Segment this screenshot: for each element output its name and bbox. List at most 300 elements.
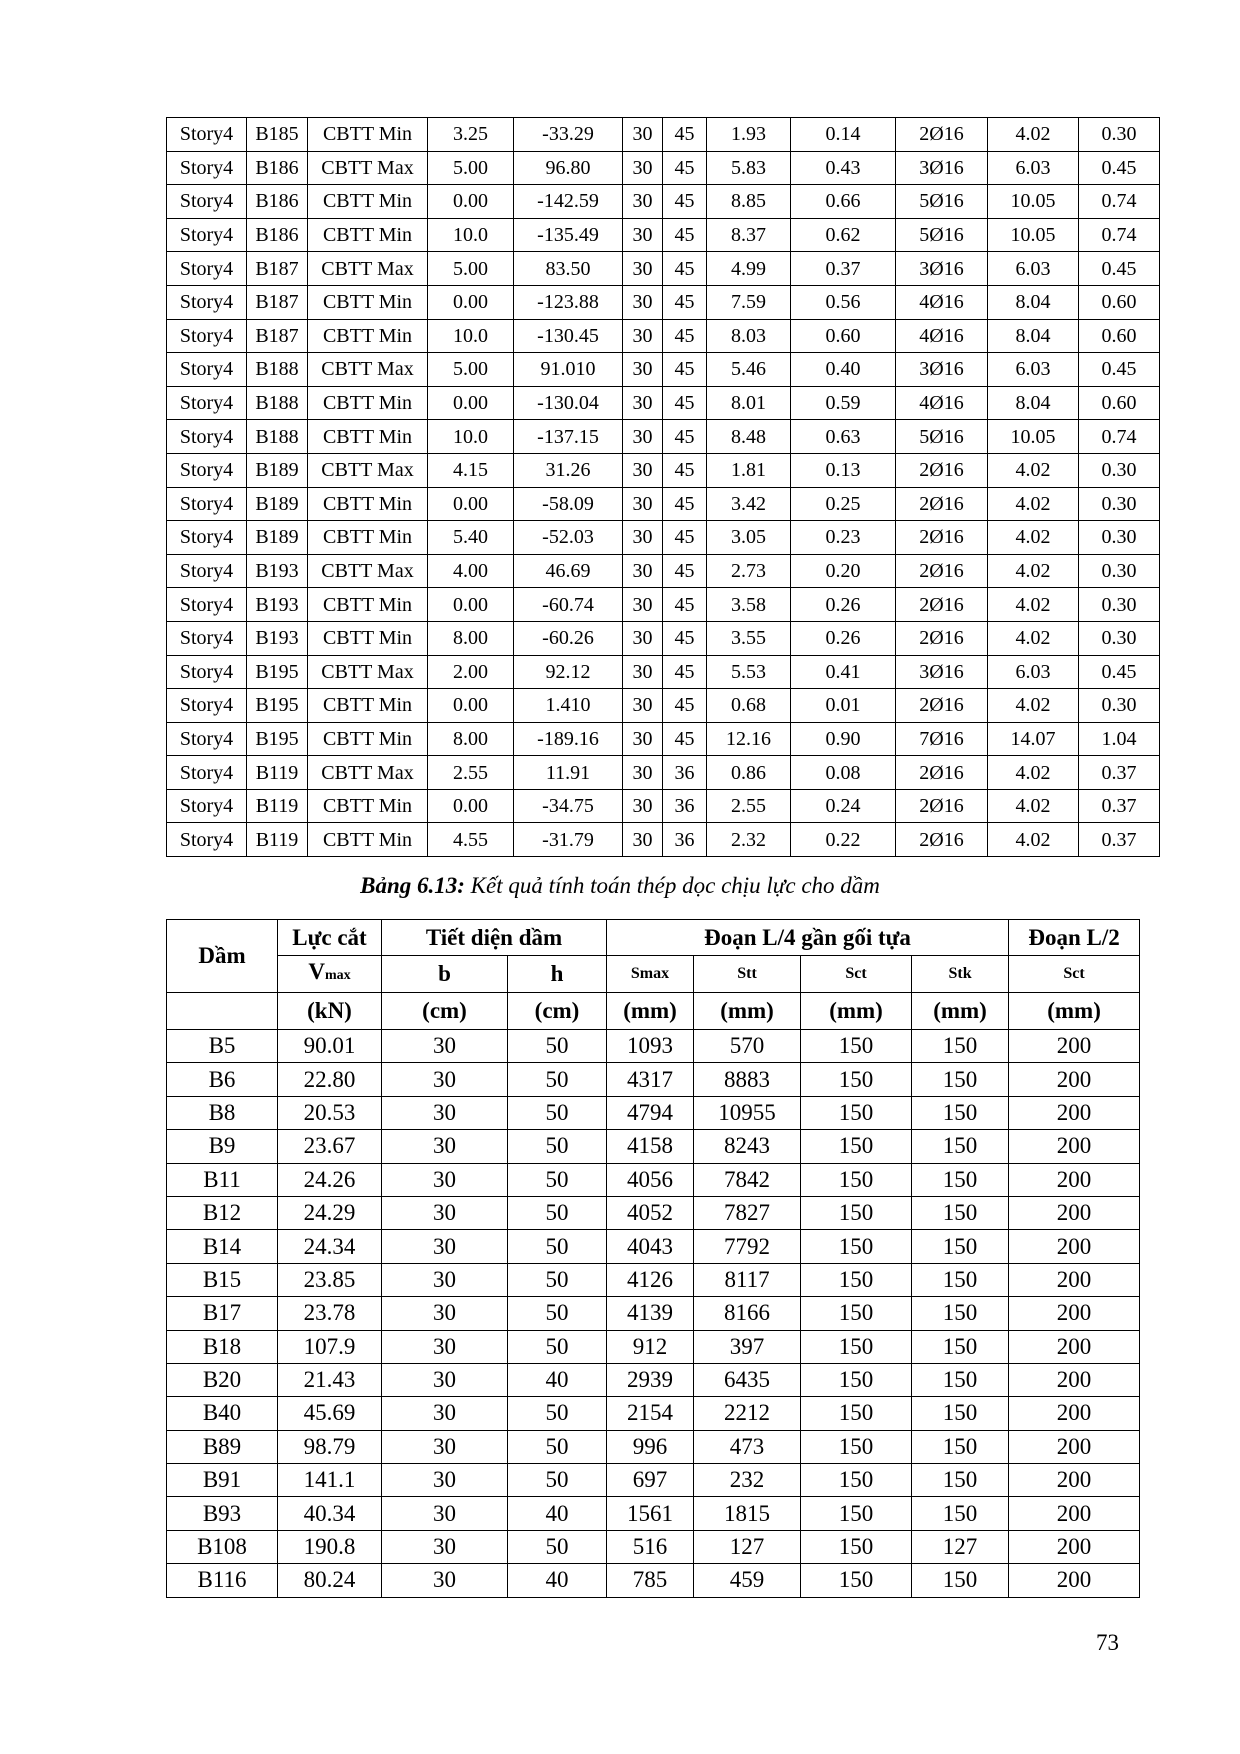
table-cell: 7Ø16 [896, 722, 988, 756]
table-cell: 14.07 [988, 722, 1079, 756]
table-cell: Story4 [167, 655, 247, 689]
table-cell: Story4 [167, 756, 247, 790]
table-cell: 200 [1009, 1130, 1140, 1163]
table-cell: 150 [801, 1163, 912, 1196]
table-cell: 3.42 [707, 487, 791, 521]
table-cell: CBTT Max [308, 756, 428, 790]
table-cell: 5.53 [707, 655, 791, 689]
table-cell: Story4 [167, 151, 247, 185]
table-cell: 3.05 [707, 521, 791, 555]
table-row [167, 1297, 1140, 1330]
table-cell: 30 [623, 353, 663, 387]
table-cell: 397 [694, 1330, 801, 1363]
header-smax: Smax [607, 956, 694, 993]
table-cell: B193 [247, 554, 308, 588]
table-cell: 0.74 [1079, 420, 1160, 454]
table-cell: 8.37 [707, 218, 791, 252]
table-cell: 50 [508, 1096, 607, 1129]
table-cell: Story4 [167, 453, 247, 487]
table-cell: 2939 [607, 1363, 694, 1396]
unit-sct-l2: (mm) [1009, 993, 1140, 1030]
table-cell: 40.34 [278, 1497, 382, 1530]
table-cell: 4Ø16 [896, 386, 988, 420]
table-cell: 50 [508, 1063, 607, 1096]
table-cell: 2.00 [428, 655, 514, 689]
table-cell: 50 [508, 1163, 607, 1196]
table-cell: 50 [508, 1030, 607, 1063]
table-cell: 150 [912, 1564, 1009, 1597]
table-cell: B91 [167, 1464, 278, 1497]
table-cell: Story4 [167, 353, 247, 387]
table-cell: 91.010 [514, 353, 623, 387]
table-row [167, 218, 1160, 252]
table-cell: CBTT Min [308, 823, 428, 857]
table-cell: 0.26 [791, 621, 896, 655]
header-sct-l2: Sct [1009, 956, 1140, 993]
table-cell: CBTT Min [308, 689, 428, 723]
table-cell: 150 [912, 1196, 1009, 1229]
table-cell: 8.00 [428, 722, 514, 756]
table-cell: 24.34 [278, 1230, 382, 1263]
table-cell: 127 [694, 1530, 801, 1563]
table-cell: B40 [167, 1397, 278, 1430]
table-cell: 30 [382, 1196, 508, 1229]
table-header [167, 920, 1140, 1030]
table-cell: 5.40 [428, 521, 514, 555]
table-cell: 2Ø16 [896, 621, 988, 655]
unit-stk: (mm) [912, 993, 1009, 1030]
table-cell: CBTT Min [308, 789, 428, 823]
table-cell: B193 [247, 588, 308, 622]
table-cell: 6.03 [988, 655, 1079, 689]
table-cell: -137.15 [514, 420, 623, 454]
table-cell: 3Ø16 [896, 151, 988, 185]
table-cell: 150 [801, 1397, 912, 1430]
table-cell: Story4 [167, 487, 247, 521]
table-cell: 2Ø16 [896, 453, 988, 487]
table-cell: 24.29 [278, 1196, 382, 1229]
table-cell: 0.60 [1079, 285, 1160, 319]
table-cell: 23.67 [278, 1130, 382, 1163]
table-cell: 3.25 [428, 118, 514, 152]
table-cell: 2Ø16 [896, 487, 988, 521]
table-cell: 30 [623, 319, 663, 353]
table-cell: 8.48 [707, 420, 791, 454]
table-cell: 0.00 [428, 789, 514, 823]
table-cell: 150 [801, 1130, 912, 1163]
table-cell: 150 [912, 1130, 1009, 1163]
table-cell: Story4 [167, 621, 247, 655]
table-cell: 30 [623, 285, 663, 319]
table-cell: 30 [623, 722, 663, 756]
table-row [167, 1430, 1140, 1463]
table-cell: 30 [623, 420, 663, 454]
table-cell: 50 [508, 1230, 607, 1263]
table-row [167, 521, 1160, 555]
header-vmax-main: V [308, 959, 325, 984]
table-cell: 200 [1009, 1096, 1140, 1129]
table-cell: 6.03 [988, 252, 1079, 286]
table-cell: 83.50 [514, 252, 623, 286]
table-cell: 0.74 [1079, 218, 1160, 252]
table-cell: 1.81 [707, 453, 791, 487]
table-cell: 45 [663, 218, 707, 252]
table-cell: 12.16 [707, 722, 791, 756]
table-cell: 0.13 [791, 453, 896, 487]
table-cell: CBTT Min [308, 319, 428, 353]
table-cell: B193 [247, 621, 308, 655]
table-cell: 150 [912, 1363, 1009, 1396]
table-cell: 4056 [607, 1163, 694, 1196]
table-cell: 4.55 [428, 823, 514, 857]
table-row [167, 118, 1160, 152]
table-cell: 2Ø16 [896, 823, 988, 857]
table-cell: 0.00 [428, 689, 514, 723]
table-cell: 50 [508, 1263, 607, 1296]
table-cell: 30 [623, 151, 663, 185]
table-cell: CBTT Min [308, 722, 428, 756]
table-cell: 141.1 [278, 1464, 382, 1497]
table-cell: 30 [623, 554, 663, 588]
table-cell: 150 [801, 1263, 912, 1296]
table-cell: 30 [382, 1464, 508, 1497]
table-cell: 0.60 [1079, 319, 1160, 353]
table-cell: 4.02 [988, 689, 1079, 723]
table-cell: 0.22 [791, 823, 896, 857]
table-cell: 4.99 [707, 252, 791, 286]
table-cell: 45.69 [278, 1397, 382, 1430]
table-cell: 459 [694, 1564, 801, 1597]
table-cell: 30 [382, 1530, 508, 1563]
table-cell: 150 [801, 1030, 912, 1063]
header-vmax [278, 956, 382, 993]
table-cell: 4158 [607, 1130, 694, 1163]
table-cell: 200 [1009, 1196, 1140, 1229]
table-cell: 2Ø16 [896, 689, 988, 723]
table-row [167, 185, 1160, 219]
table-cell: 30 [623, 621, 663, 655]
table-cell: 127 [912, 1530, 1009, 1563]
table-cell: B195 [247, 689, 308, 723]
table-cell: B189 [247, 521, 308, 555]
table-cell: 0.25 [791, 487, 896, 521]
table-cell: CBTT Min [308, 285, 428, 319]
table-cell: 0.30 [1079, 621, 1160, 655]
table-cell: 0.37 [1079, 789, 1160, 823]
table-cell: 200 [1009, 1330, 1140, 1363]
table-cell: 4.02 [988, 621, 1079, 655]
table-cell: 50 [508, 1397, 607, 1430]
table-cell: B189 [247, 453, 308, 487]
header-doan-l2: Đoạn L/2 [1009, 920, 1140, 956]
table-cell: B119 [247, 789, 308, 823]
unit-kn: (kN) [278, 993, 382, 1030]
table-cell: 10.0 [428, 319, 514, 353]
table-cell: 30 [623, 218, 663, 252]
table-cell: 5Ø16 [896, 218, 988, 252]
table-cell: 4.02 [988, 118, 1079, 152]
table-cell: 4794 [607, 1096, 694, 1129]
table-cell: 50 [508, 1297, 607, 1330]
table-cell: B119 [247, 823, 308, 857]
table-cell: B188 [247, 420, 308, 454]
table-cell: 40 [508, 1363, 607, 1396]
table-cell: 0.08 [791, 756, 896, 790]
table-cell: 0.30 [1079, 588, 1160, 622]
table-cell: 0.14 [791, 118, 896, 152]
table-row [167, 487, 1160, 521]
shear-reinforcement-table [166, 919, 1140, 1598]
table-cell: CBTT Max [308, 554, 428, 588]
table-cell: 50 [508, 1196, 607, 1229]
table-cell: -142.59 [514, 185, 623, 219]
table-cell: CBTT Max [308, 453, 428, 487]
table-cell: 30 [382, 1497, 508, 1530]
table-cell: 1561 [607, 1497, 694, 1530]
table-row [167, 689, 1160, 723]
table-cell: CBTT Min [308, 487, 428, 521]
table-cell: 11.91 [514, 756, 623, 790]
table-row [167, 1397, 1140, 1430]
table-cell: Story4 [167, 420, 247, 454]
table-cell: 10.05 [988, 218, 1079, 252]
table-cell: 150 [912, 1464, 1009, 1497]
table-cell: 3Ø16 [896, 252, 988, 286]
table-cell: 30 [623, 756, 663, 790]
table-row [167, 1363, 1140, 1396]
table-cell: 0.37 [1079, 756, 1160, 790]
table-cell: B6 [167, 1063, 278, 1096]
table-cell: 200 [1009, 1497, 1140, 1530]
table-cell: Story4 [167, 722, 247, 756]
table-cell: 23.85 [278, 1263, 382, 1296]
table-cell: Story4 [167, 588, 247, 622]
table-cell: 2.73 [707, 554, 791, 588]
table-cell: 0.66 [791, 185, 896, 219]
table-cell: B5 [167, 1030, 278, 1063]
table-cell: 150 [801, 1564, 912, 1597]
table-cell: Story4 [167, 319, 247, 353]
table-cell: 200 [1009, 1030, 1140, 1063]
table-cell: 46.69 [514, 554, 623, 588]
table-cell: 200 [1009, 1397, 1140, 1430]
table-cell: 996 [607, 1430, 694, 1463]
table-cell: -189.16 [514, 722, 623, 756]
table-cell: Story4 [167, 185, 247, 219]
table-cell: 45 [663, 722, 707, 756]
table-cell: 4.02 [988, 588, 1079, 622]
table-cell: 45 [663, 285, 707, 319]
table-cell: 30 [382, 1096, 508, 1129]
table-row [167, 1263, 1140, 1296]
table-cell: 20.53 [278, 1096, 382, 1129]
unit-b: (cm) [382, 993, 508, 1030]
table-cell: 912 [607, 1330, 694, 1363]
table-cell: 0.41 [791, 655, 896, 689]
table-cell: 4Ø16 [896, 285, 988, 319]
table-cell: B116 [167, 1564, 278, 1597]
table-cell: 0.45 [1079, 353, 1160, 387]
table-cell: 45 [663, 689, 707, 723]
table-cell: 1.93 [707, 118, 791, 152]
table-cell: 150 [912, 1430, 1009, 1463]
table-cell: 5.00 [428, 151, 514, 185]
table-cell: 10.05 [988, 420, 1079, 454]
table-row [167, 621, 1160, 655]
reinforcement-results-body [167, 118, 1160, 857]
table-cell: B195 [247, 655, 308, 689]
table-cell: B119 [247, 756, 308, 790]
table-cell: 150 [801, 1530, 912, 1563]
table-cell: CBTT Max [308, 151, 428, 185]
table-cell: 5.00 [428, 252, 514, 286]
table-cell: 1815 [694, 1497, 801, 1530]
table-row [167, 756, 1160, 790]
unit-smax: (mm) [607, 993, 694, 1030]
table-cell: B185 [247, 118, 308, 152]
header-vmax-sub: max [324, 968, 351, 983]
table-cell: CBTT Min [308, 621, 428, 655]
table-cell: 3Ø16 [896, 353, 988, 387]
table-cell: 150 [801, 1464, 912, 1497]
table-cell: 2.32 [707, 823, 791, 857]
table-cell: B11 [167, 1163, 278, 1196]
header-tiet-dien: Tiết diện dầm [382, 920, 607, 956]
table-cell: 150 [912, 1497, 1009, 1530]
table-cell: 8117 [694, 1263, 801, 1296]
table-row [167, 1530, 1140, 1563]
header-luc-cat: Lực cắt [278, 920, 382, 956]
table-row [167, 1130, 1140, 1163]
table-cell: 0.74 [1079, 185, 1160, 219]
table-row [167, 823, 1160, 857]
table-cell: B93 [167, 1497, 278, 1530]
table-cell: 0.30 [1079, 554, 1160, 588]
table-cell: 45 [663, 386, 707, 420]
table-cell: 0.23 [791, 521, 896, 555]
table-cell: 40 [508, 1497, 607, 1530]
table-cell: -33.29 [514, 118, 623, 152]
table-cell: -52.03 [514, 521, 623, 555]
table-cell: 7792 [694, 1230, 801, 1263]
table-cell: Story4 [167, 689, 247, 723]
table-cell: 0.60 [1079, 386, 1160, 420]
table-cell: 23.78 [278, 1297, 382, 1330]
table-cell: 785 [607, 1564, 694, 1597]
table-cell: 30 [382, 1130, 508, 1163]
table-cell: B188 [247, 353, 308, 387]
table-cell: 7842 [694, 1163, 801, 1196]
table-cell: 6435 [694, 1363, 801, 1396]
table-cell: 150 [801, 1430, 912, 1463]
table-cell: 4Ø16 [896, 319, 988, 353]
table-cell: Story4 [167, 218, 247, 252]
table-cell: 45 [663, 655, 707, 689]
table-cell: 8.03 [707, 319, 791, 353]
table-cell: 150 [801, 1497, 912, 1530]
table-cell: Story4 [167, 118, 247, 152]
table-row [167, 1063, 1140, 1096]
table-cell: 697 [607, 1464, 694, 1497]
table-cell: 0.00 [428, 487, 514, 521]
table-cell: 4317 [607, 1063, 694, 1096]
table-row [167, 1564, 1140, 1597]
header-doan-l4: Đoạn L/4 gần gối tựa [607, 920, 1009, 956]
table-cell: 0.63 [791, 420, 896, 454]
table-cell: 0.00 [428, 588, 514, 622]
table-cell: 30 [382, 1297, 508, 1330]
table-row [167, 1096, 1140, 1129]
table-cell: 0.30 [1079, 118, 1160, 152]
header-sct: Sct [801, 956, 912, 993]
table-cell: 0.00 [428, 185, 514, 219]
table-cell: 0.59 [791, 386, 896, 420]
table-caption [0, 873, 1240, 899]
shear-results-body [167, 1030, 1140, 1598]
table-cell: 30 [382, 1063, 508, 1096]
table-cell: 0.86 [707, 756, 791, 790]
reinforcement-results-table [166, 117, 1160, 857]
table-row [167, 151, 1160, 185]
table-cell: 0.00 [428, 285, 514, 319]
table-cell: 30 [382, 1163, 508, 1196]
table-cell: B186 [247, 185, 308, 219]
table-cell: B187 [247, 252, 308, 286]
table-cell: 30 [382, 1230, 508, 1263]
table-cell: 45 [663, 353, 707, 387]
table-cell: 1.04 [1079, 722, 1160, 756]
table-cell: 92.12 [514, 655, 623, 689]
table-cell: 30 [623, 252, 663, 286]
table-cell: CBTT Min [308, 521, 428, 555]
table-cell: 4139 [607, 1297, 694, 1330]
table-cell: 200 [1009, 1263, 1140, 1296]
table-row [167, 722, 1160, 756]
table-cell: CBTT Min [308, 386, 428, 420]
table-cell: 150 [912, 1397, 1009, 1430]
table-cell: 200 [1009, 1163, 1140, 1196]
table-cell: 4.02 [988, 453, 1079, 487]
header-h: h [508, 956, 607, 993]
table-cell: 30 [623, 185, 663, 219]
table-cell: 150 [912, 1230, 1009, 1263]
table-cell: CBTT Max [308, 655, 428, 689]
table-cell: 200 [1009, 1530, 1140, 1563]
table-cell: -58.09 [514, 487, 623, 521]
table-cell: 30 [382, 1263, 508, 1296]
table-cell: 45 [663, 252, 707, 286]
table-cell: 30 [382, 1363, 508, 1396]
table-cell: 2212 [694, 1397, 801, 1430]
table-cell: -31.79 [514, 823, 623, 857]
table-row [167, 285, 1160, 319]
table-cell: -130.04 [514, 386, 623, 420]
table-cell: 1093 [607, 1030, 694, 1063]
table-cell: 3.58 [707, 588, 791, 622]
table-cell: 10.05 [988, 185, 1079, 219]
table-cell: 45 [663, 554, 707, 588]
table-cell: 200 [1009, 1230, 1140, 1263]
table-cell: 3Ø16 [896, 655, 988, 689]
table-cell: 50 [508, 1330, 607, 1363]
table-cell: B89 [167, 1430, 278, 1463]
table-cell: B108 [167, 1530, 278, 1563]
table-cell: 30 [623, 118, 663, 152]
table-cell: -135.49 [514, 218, 623, 252]
table-row [167, 1196, 1140, 1229]
table-cell: 36 [663, 823, 707, 857]
table-cell: 2Ø16 [896, 588, 988, 622]
